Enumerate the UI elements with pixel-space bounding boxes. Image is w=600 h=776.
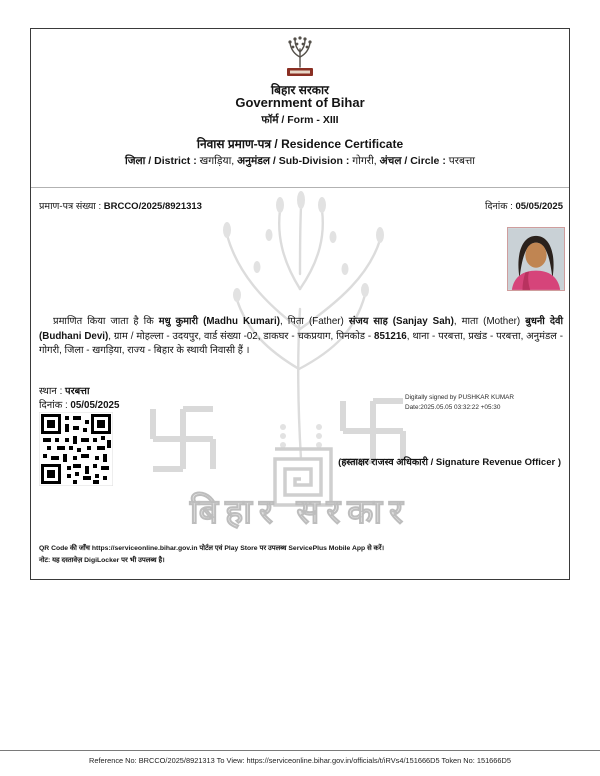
watermark-swastika-right-icon xyxy=(343,401,403,461)
issue-date xyxy=(485,199,563,212)
government-name-english: Government of Bihar xyxy=(235,95,365,110)
certificate-title: निवास प्रमाण-पत्र / Residence Certificate xyxy=(196,137,404,151)
digital-signature-line1: Digitally signed by PUSHKAR KUMAR xyxy=(405,394,515,401)
watermark-swastika-left-icon xyxy=(153,409,213,469)
certificate-number-value: BRCCO/2025/8921313 xyxy=(103,201,202,212)
date-label: दिनांक : xyxy=(39,400,71,411)
body-seg: , माता (Mother) xyxy=(453,316,526,327)
place-value: परबत्ता xyxy=(65,386,90,397)
date-value: 05/05/2025 xyxy=(70,400,120,411)
body-seg: , ग्राम / मोहल्ला - उदयपुर, वार्ड संख्या -02, डाकघर - चकप्रयाग, पिनकोड - xyxy=(108,330,375,342)
digilocker-note: नोट: यह दस्तावेज़ DigiLocker पर भी उपलब्ध है। xyxy=(39,557,165,564)
district-value: खगड़िया, xyxy=(199,155,238,167)
subdivision-value: गोगरी, xyxy=(352,155,380,167)
certificate-number xyxy=(39,199,202,212)
applicant-name: मधु कुमारी (Madhu Kumari) xyxy=(158,316,280,327)
father-name: संजय साह (Sanjay Sah) xyxy=(348,316,454,327)
place-line xyxy=(39,384,90,397)
form-number: फॉर्म / Form - XIII xyxy=(261,114,339,126)
bihar-emblem-icon xyxy=(277,33,323,84)
certificate-body-text xyxy=(39,315,563,359)
body-seg: , पिता (Father) xyxy=(279,316,349,327)
certificate-frame xyxy=(30,28,570,580)
pincode-value: 851216 xyxy=(374,330,407,342)
circle-label: अंचल / Circle : xyxy=(379,155,449,167)
district-line xyxy=(31,154,569,168)
place-label: स्थान : xyxy=(39,386,66,397)
watermark-text: बिहार सरकार xyxy=(189,493,411,531)
certificate-number-label: प्रमाण-पत्र संख्या : xyxy=(39,201,104,212)
issue-date-value: 05/05/2025 xyxy=(515,201,563,212)
mother-name: बुधनी देवी (Budhani Devi) xyxy=(39,316,564,342)
government-name-hindi: बिहार सरकार xyxy=(271,83,329,97)
body-seg: प्रमाणित किया जाता है कि xyxy=(53,316,159,327)
meta-row xyxy=(39,199,563,212)
circle-value: परबत्ता xyxy=(448,155,475,167)
page-footer-reference: Reference No: BRCCO/2025/8921313 To View: https://serviceonline.bihar.gov.in/officials/t/iRVs4/151666D5 Token No: 151666D5 xyxy=(0,750,600,765)
issue-date-label: दिनांक : xyxy=(485,201,516,212)
header-separator xyxy=(31,187,569,188)
district-label: जिला / District : xyxy=(125,155,200,167)
subdivision-label: अनुमंडल / Sub-Division : xyxy=(237,155,353,167)
digital-signature xyxy=(405,393,573,412)
qr-code xyxy=(39,412,113,486)
digital-signature-line2: Date:2025.05.05 03:32:22 +05:30 xyxy=(405,403,501,411)
body-seg: , थाना - परबत्ता, प्रखंड - परबत्ता, अनुमंडल - गोगरी, जिला - खगड़िया, राज्य - बिहार के स्थायी निवासी हैं । xyxy=(39,330,563,357)
signature-officer-label: (हस्ताक्षर राजस्व अधिकारी / Signature Revenue Officer ) xyxy=(338,457,561,468)
qr-verification-note: QR Code की जाँच https://serviceonline.bihar.gov.in पोर्टल एवं Play Store पर उपलब्ध ServicePlus Mobile App से करें। xyxy=(39,545,385,552)
applicant-photo xyxy=(507,227,565,291)
date-line xyxy=(39,398,119,411)
